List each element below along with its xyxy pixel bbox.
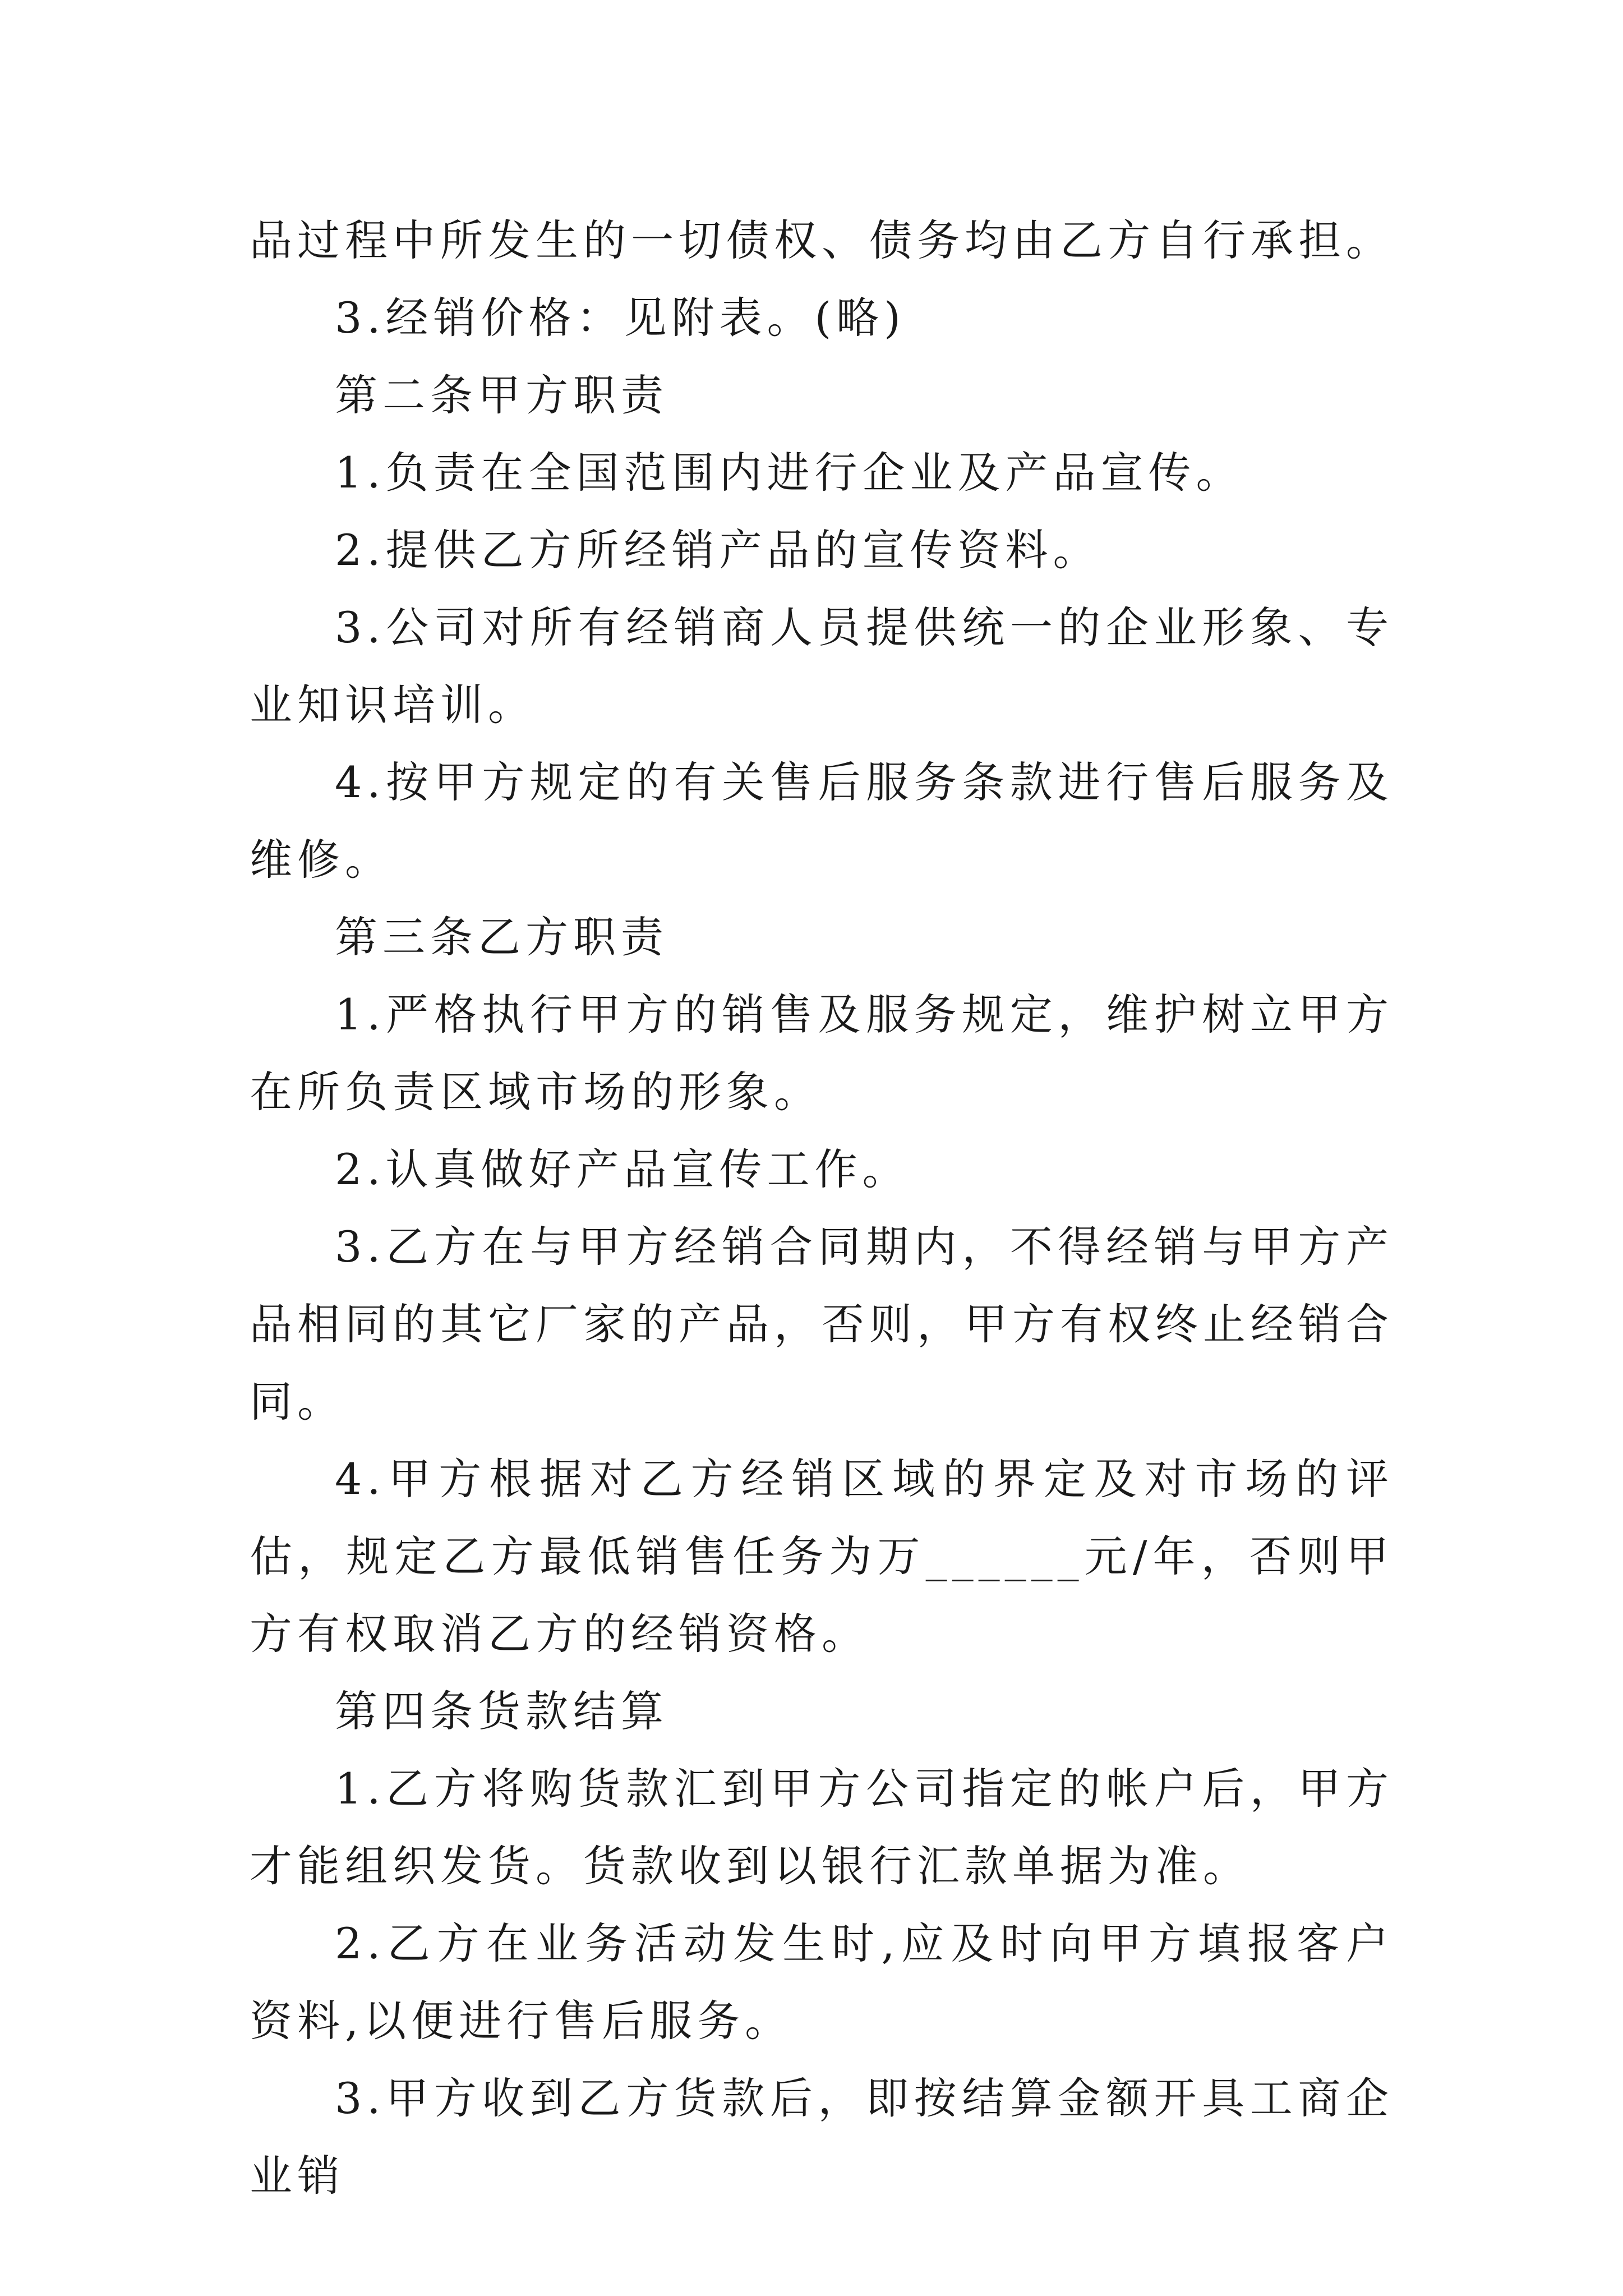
section-heading-party-a: 第二条甲方职责 [335, 370, 668, 420]
paragraph-party-b-item-4: 4.甲方根据对乙方经销区域的界定及对市场的评估，规定乙方最低销售任务为万______元/年，否则甲方有权取消乙方的经销资格。 [250, 1454, 1394, 1659]
section-heading-party-b: 第三条乙方职责 [335, 912, 668, 962]
paragraph-party-a-item-1: 1.负责在全国范围内进行企业及产品宣传。 [335, 448, 1244, 498]
paragraph-price-clause: 3.经销价格：见附表。(略) [335, 293, 906, 343]
document-body [250, 202, 1394, 2215]
paragraph-party-a-item-3: 3.公司对所有经销商人员提供统一的企业形象、专业知识培训。 [250, 602, 1394, 730]
paragraph-party-b-item-2: 2.认真做好产品宣传工作。 [335, 1144, 910, 1194]
section-heading-payment: 第四条货款结算 [335, 1686, 668, 1736]
paragraph-continuation: 品过程中所发生的一切债权、债务均由乙方自行承担。 [250, 215, 1394, 265]
paragraph-payment-item-2: 2.乙方在业务活动发生时,应及时向甲方填报客户资料,以便进行售后服务。 [250, 1918, 1394, 2046]
paragraph-payment-item-3: 3.甲方收到乙方货款后，即按结算金额开具工商企业销 [250, 2073, 1394, 2201]
paragraph-payment-item-1: 1.乙方将购货款汇到甲方公司指定的帐户后，甲方才能组织发货。货款收到以银行汇款单据为准。 [250, 1764, 1394, 1891]
paragraph-party-b-item-3: 3.乙方在与甲方经销合同期内，不得经销与甲方产品相同的其它厂家的产品，否则，甲方有权终止经销合同。 [250, 1222, 1394, 1427]
paragraph-party-a-item-2: 2.提供乙方所经销产品的宣传资料。 [335, 525, 1101, 575]
paragraph-party-b-item-1: 1.严格执行甲方的销售及服务规定，维护树立甲方在所负责区域市场的形象。 [250, 990, 1394, 1117]
paragraph-party-a-item-4: 4.按甲方规定的有关售后服务条款进行售后服务及维修。 [250, 757, 1394, 885]
